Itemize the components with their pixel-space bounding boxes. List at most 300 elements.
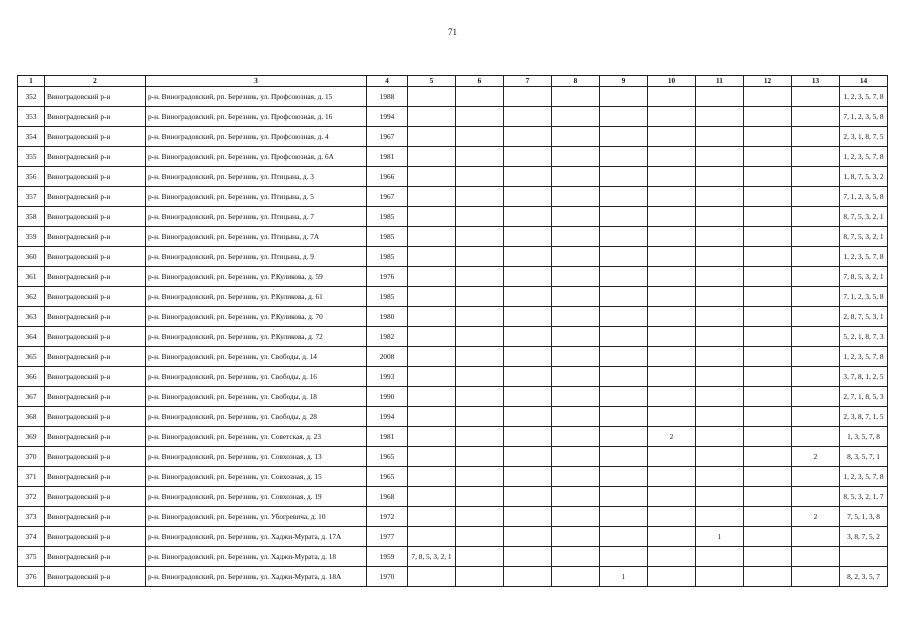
cell-col-11 (696, 547, 744, 567)
cell-col-12 (744, 507, 792, 527)
cell-district: Виноградовский р-н (45, 107, 146, 127)
cell-col-8 (552, 287, 600, 307)
cell-col-11 (696, 307, 744, 327)
cell-col-6 (456, 487, 504, 507)
cell-col-9 (600, 467, 648, 487)
cell-year-built: 1967 (367, 127, 408, 147)
table-row (18, 547, 888, 567)
cell-row-number: 372 (18, 487, 45, 507)
cell-address: р-н. Виноградовский, рп. Березник, ул. Р.Куликова, д. 59 (146, 267, 367, 287)
cell-col-9 (600, 547, 648, 567)
cell-year-built: 1985 (367, 207, 408, 227)
cell-year-built: 1982 (367, 327, 408, 347)
cell-col-13 (792, 87, 840, 107)
cell-col-5 (408, 447, 456, 467)
cell-col-12 (744, 227, 792, 247)
cell-col-12 (744, 87, 792, 107)
cell-col-14: 1, 2, 3, 5, 7, 8 (840, 247, 888, 267)
cell-year-built: 1985 (367, 287, 408, 307)
cell-row-number: 361 (18, 267, 45, 287)
cell-address: р-н. Виноградовский, рп. Березник, ул. Р.Куликова, д. 70 (146, 307, 367, 327)
cell-col-8 (552, 467, 600, 487)
cell-col-10 (648, 147, 696, 167)
table-row (18, 427, 888, 447)
cell-col-5 (408, 567, 456, 587)
table-row (18, 527, 888, 547)
cell-row-number: 353 (18, 107, 45, 127)
cell-col-9 (600, 267, 648, 287)
cell-district: Виноградовский р-н (45, 247, 146, 267)
cell-col-10 (648, 347, 696, 367)
cell-address: р-н. Виноградовский, рп. Березник, ул. Совхозная, д. 15 (146, 467, 367, 487)
cell-row-number: 369 (18, 427, 45, 447)
cell-address: р-н. Виноградовский, рп. Березник, ул. Хаджи-Мурата, д. 18А (146, 567, 367, 587)
cell-col-12 (744, 367, 792, 387)
cell-address: р-н. Виноградовский, рп. Березник, ул. Р.Куликова, д. 72 (146, 327, 367, 347)
cell-col-12 (744, 347, 792, 367)
cell-col-5 (408, 507, 456, 527)
cell-col-11 (696, 407, 744, 427)
cell-district: Виноградовский р-н (45, 427, 146, 447)
cell-col-12 (744, 327, 792, 347)
cell-address: р-н. Виноградовский, рп. Березник, ул. Профсоюзная, д. 6А (146, 147, 367, 167)
table-row (18, 447, 888, 467)
cell-row-number: 358 (18, 207, 45, 227)
cell-col-7 (504, 407, 552, 427)
cell-col-8 (552, 547, 600, 567)
table-body (18, 87, 888, 587)
cell-col-10 (648, 447, 696, 467)
cell-district: Виноградовский р-н (45, 487, 146, 507)
cell-col-12 (744, 427, 792, 447)
cell-col-13 (792, 187, 840, 207)
cell-col-11 (696, 487, 744, 507)
cell-col-8 (552, 147, 600, 167)
cell-year-built: 1977 (367, 527, 408, 547)
cell-year-built: 1970 (367, 567, 408, 587)
cell-col-10 (648, 267, 696, 287)
cell-col-10 (648, 307, 696, 327)
table-row (18, 107, 888, 127)
cell-year-built: 1972 (367, 507, 408, 527)
cell-col-5 (408, 327, 456, 347)
cell-col-13: 2 (792, 507, 840, 527)
cell-col-9 (600, 427, 648, 447)
cell-district: Виноградовский р-н (45, 547, 146, 567)
cell-col-9 (600, 287, 648, 307)
cell-col-10 (648, 107, 696, 127)
cell-district: Виноградовский р-н (45, 367, 146, 387)
cell-col-13 (792, 387, 840, 407)
cell-col-6 (456, 107, 504, 127)
cell-col-5 (408, 307, 456, 327)
column-header: 10 (648, 76, 696, 87)
cell-col-5 (408, 287, 456, 307)
cell-district: Виноградовский р-н (45, 407, 146, 427)
cell-col-5 (408, 247, 456, 267)
cell-row-number: 356 (18, 167, 45, 187)
cell-year-built: 1994 (367, 407, 408, 427)
cell-col-13 (792, 347, 840, 367)
column-header: 2 (45, 76, 146, 87)
cell-col-10 (648, 387, 696, 407)
cell-address: р-н. Виноградовский, рп. Березник, ул. Свободы, д. 16 (146, 367, 367, 387)
cell-year-built: 1993 (367, 367, 408, 387)
cell-col-7 (504, 427, 552, 447)
cell-col-6 (456, 407, 504, 427)
table-row (18, 467, 888, 487)
cell-col-8 (552, 267, 600, 287)
cell-col-7 (504, 387, 552, 407)
cell-col-9 (600, 127, 648, 147)
cell-col-7 (504, 507, 552, 527)
cell-col-10 (648, 327, 696, 347)
cell-col-7 (504, 527, 552, 547)
cell-district: Виноградовский р-н (45, 567, 146, 587)
cell-col-9 (600, 307, 648, 327)
cell-col-6 (456, 307, 504, 327)
cell-col-14: 8, 2, 3, 5, 7 (840, 567, 888, 587)
cell-district: Виноградовский р-н (45, 387, 146, 407)
cell-row-number: 357 (18, 187, 45, 207)
cell-col-5 (408, 167, 456, 187)
cell-col-12 (744, 547, 792, 567)
cell-col-14: 2, 3, 1, 8, 7, 5 (840, 127, 888, 147)
cell-col-5 (408, 207, 456, 227)
cell-col-11 (696, 567, 744, 587)
cell-year-built: 2008 (367, 347, 408, 367)
cell-col-8 (552, 567, 600, 587)
cell-col-7 (504, 267, 552, 287)
cell-col-5 (408, 87, 456, 107)
cell-address: р-н. Виноградовский, рп. Березник, ул. Птицына, д. 3 (146, 167, 367, 187)
cell-col-13 (792, 107, 840, 127)
header-row (18, 76, 888, 87)
column-header: 3 (146, 76, 367, 87)
cell-col-13 (792, 467, 840, 487)
table-row (18, 247, 888, 267)
cell-col-6 (456, 507, 504, 527)
table-row (18, 567, 888, 587)
cell-col-8 (552, 227, 600, 247)
cell-district: Виноградовский р-н (45, 87, 146, 107)
cell-col-8 (552, 367, 600, 387)
cell-col-12 (744, 147, 792, 167)
cell-col-13 (792, 427, 840, 447)
cell-row-number: 374 (18, 527, 45, 547)
cell-col-6 (456, 187, 504, 207)
cell-col-11 (696, 247, 744, 267)
cell-address: р-н. Виноградовский, рп. Березник, ул. Свободы, д. 14 (146, 347, 367, 367)
column-header: 7 (504, 76, 552, 87)
cell-col-11 (696, 367, 744, 387)
cell-col-11 (696, 327, 744, 347)
cell-col-9 (600, 327, 648, 347)
cell-col-6 (456, 567, 504, 587)
cell-row-number: 370 (18, 447, 45, 467)
cell-col-13: 2 (792, 447, 840, 467)
cell-col-12 (744, 467, 792, 487)
cell-row-number: 364 (18, 327, 45, 347)
cell-col-12 (744, 267, 792, 287)
cell-col-10 (648, 487, 696, 507)
cell-col-14: 1, 3, 5, 7, 8 (840, 427, 888, 447)
cell-col-13 (792, 407, 840, 427)
cell-col-12 (744, 167, 792, 187)
cell-col-7 (504, 127, 552, 147)
table-row (18, 327, 888, 347)
table-row (18, 487, 888, 507)
housing-register-table (17, 75, 888, 587)
cell-year-built: 1981 (367, 147, 408, 167)
cell-col-13 (792, 147, 840, 167)
cell-address: р-н. Виноградовский, рп. Березник, ул. Профсоюзная, д. 4 (146, 127, 367, 147)
cell-col-14: 3, 7, 8, 1, 2, 5 (840, 367, 888, 387)
cell-address: р-н. Виноградовский, рп. Березник, ул. Свободы, д. 28 (146, 407, 367, 427)
cell-col-11 (696, 427, 744, 447)
cell-district: Виноградовский р-н (45, 287, 146, 307)
cell-col-14: 1, 2, 3, 5, 7, 8 (840, 347, 888, 367)
table-row (18, 267, 888, 287)
column-header: 8 (552, 76, 600, 87)
cell-col-14: 2, 3, 8, 7, 1, 5 (840, 407, 888, 427)
cell-col-13 (792, 487, 840, 507)
cell-col-8 (552, 127, 600, 147)
cell-col-5 (408, 127, 456, 147)
cell-col-13 (792, 227, 840, 247)
cell-col-14: 8, 7, 5, 3, 2, 1 (840, 227, 888, 247)
cell-col-11 (696, 167, 744, 187)
cell-col-6 (456, 467, 504, 487)
cell-row-number: 354 (18, 127, 45, 147)
cell-row-number: 362 (18, 287, 45, 307)
cell-col-10 (648, 247, 696, 267)
cell-row-number: 373 (18, 507, 45, 527)
cell-year-built: 1994 (367, 107, 408, 127)
cell-col-7 (504, 207, 552, 227)
cell-district: Виноградовский р-н (45, 267, 146, 287)
cell-col-10 (648, 127, 696, 147)
cell-col-10 (648, 507, 696, 527)
cell-col-8 (552, 87, 600, 107)
cell-col-5: 7, 8, 5, 3, 2, 1 (408, 547, 456, 567)
cell-address: р-н. Виноградовский, рп. Березник, ул. Хаджи-Мурата, д. 17А (146, 527, 367, 547)
cell-col-13 (792, 367, 840, 387)
cell-col-14 (840, 547, 888, 567)
cell-col-8 (552, 327, 600, 347)
cell-district: Виноградовский р-н (45, 347, 146, 367)
cell-col-8 (552, 107, 600, 127)
cell-col-6 (456, 87, 504, 107)
table-row (18, 387, 888, 407)
cell-col-6 (456, 347, 504, 367)
cell-row-number: 368 (18, 407, 45, 427)
cell-col-13 (792, 547, 840, 567)
column-header: 14 (840, 76, 888, 87)
cell-district: Виноградовский р-н (45, 527, 146, 547)
cell-col-14: 8, 7, 5, 3, 2, 1 (840, 207, 888, 227)
column-header: 9 (600, 76, 648, 87)
cell-col-10 (648, 367, 696, 387)
cell-col-9 (600, 447, 648, 467)
cell-col-9 (600, 147, 648, 167)
cell-col-14: 8, 3, 5, 7, 1 (840, 447, 888, 467)
cell-col-8 (552, 427, 600, 447)
cell-col-10: 2 (648, 427, 696, 447)
column-header: 1 (18, 76, 45, 87)
cell-col-9 (600, 107, 648, 127)
cell-col-13 (792, 567, 840, 587)
cell-col-14: 1, 2, 3, 5, 7, 8 (840, 147, 888, 167)
cell-col-12 (744, 407, 792, 427)
cell-col-9 (600, 167, 648, 187)
table-row (18, 347, 888, 367)
table-row (18, 187, 888, 207)
cell-address: р-н. Виноградовский, рп. Березник, ул. Совхозная, д. 19 (146, 487, 367, 507)
cell-col-9 (600, 207, 648, 227)
cell-address: р-н. Виноградовский, рп. Березник, ул. Птицына, д. 5 (146, 187, 367, 207)
cell-address: р-н. Виноградовский, рп. Березник, ул. Совхозная, д. 13 (146, 447, 367, 467)
cell-year-built: 1981 (367, 427, 408, 447)
cell-col-10 (648, 187, 696, 207)
cell-col-11 (696, 447, 744, 467)
page-number: 71 (448, 27, 457, 37)
cell-col-11 (696, 147, 744, 167)
cell-district: Виноградовский р-н (45, 507, 146, 527)
cell-col-10 (648, 87, 696, 107)
cell-year-built: 1976 (367, 267, 408, 287)
cell-col-7 (504, 347, 552, 367)
cell-col-6 (456, 267, 504, 287)
cell-col-13 (792, 247, 840, 267)
cell-row-number: 367 (18, 387, 45, 407)
cell-col-7 (504, 187, 552, 207)
cell-year-built: 1965 (367, 447, 408, 467)
cell-col-10 (648, 527, 696, 547)
cell-year-built: 1985 (367, 247, 408, 267)
cell-col-11 (696, 467, 744, 487)
cell-address: р-н. Виноградовский, рп. Березник, ул. Птицына, д. 9 (146, 247, 367, 267)
table-row (18, 227, 888, 247)
cell-address: р-н. Виноградовский, рп. Березник, ул. Свободы, д. 18 (146, 387, 367, 407)
cell-col-8 (552, 207, 600, 227)
cell-col-6 (456, 147, 504, 167)
cell-col-13 (792, 527, 840, 547)
cell-col-7 (504, 87, 552, 107)
cell-year-built: 1966 (367, 167, 408, 187)
cell-col-7 (504, 487, 552, 507)
cell-col-14: 7, 5, 1, 3, 8 (840, 507, 888, 527)
cell-address: р-н. Виноградовский, рп. Березник, ул. Р.Куликова, д. 61 (146, 287, 367, 307)
cell-col-12 (744, 207, 792, 227)
cell-col-5 (408, 267, 456, 287)
cell-col-7 (504, 447, 552, 467)
cell-address: р-н. Виноградовский, рп. Березник, ул. Профсоюзная, д. 15 (146, 87, 367, 107)
cell-col-14: 5, 2, 1, 8, 7, 3 (840, 327, 888, 347)
cell-col-14: 7, 1, 2, 3, 5, 8 (840, 107, 888, 127)
cell-col-13 (792, 287, 840, 307)
cell-col-14: 7, 1, 2, 3, 5, 8 (840, 187, 888, 207)
cell-year-built: 1965 (367, 467, 408, 487)
cell-col-13 (792, 327, 840, 347)
cell-col-10 (648, 207, 696, 227)
cell-col-5 (408, 487, 456, 507)
cell-col-7 (504, 167, 552, 187)
cell-col-10 (648, 167, 696, 187)
cell-col-9 (600, 347, 648, 367)
cell-col-8 (552, 487, 600, 507)
cell-col-5 (408, 107, 456, 127)
cell-col-14: 8, 5, 3, 2, 1, 7 (840, 487, 888, 507)
cell-col-12 (744, 387, 792, 407)
cell-district: Виноградовский р-н (45, 227, 146, 247)
cell-col-7 (504, 307, 552, 327)
cell-row-number: 376 (18, 567, 45, 587)
cell-col-5 (408, 187, 456, 207)
cell-col-11 (696, 127, 744, 147)
cell-col-11 (696, 187, 744, 207)
table-row (18, 127, 888, 147)
table-row (18, 507, 888, 527)
cell-col-12 (744, 107, 792, 127)
cell-row-number: 366 (18, 367, 45, 387)
cell-address: р-н. Виноградовский, рп. Березник, ул. Птицына, д. 7 (146, 207, 367, 227)
cell-col-5 (408, 367, 456, 387)
cell-col-12 (744, 287, 792, 307)
cell-col-9 (600, 227, 648, 247)
cell-col-8 (552, 407, 600, 427)
cell-col-8 (552, 387, 600, 407)
cell-col-10 (648, 227, 696, 247)
cell-col-14: 1, 8, 7, 5, 3, 2 (840, 167, 888, 187)
cell-col-14: 1, 2, 3, 5, 7, 8 (840, 467, 888, 487)
cell-col-9 (600, 387, 648, 407)
cell-col-8 (552, 247, 600, 267)
cell-district: Виноградовский р-н (45, 307, 146, 327)
cell-year-built: 1959 (367, 547, 408, 567)
cell-col-13 (792, 267, 840, 287)
cell-row-number: 355 (18, 147, 45, 167)
cell-col-11 (696, 87, 744, 107)
column-header: 6 (456, 76, 504, 87)
cell-year-built: 1967 (367, 187, 408, 207)
cell-col-11 (696, 267, 744, 287)
cell-col-11: 1 (696, 527, 744, 547)
table-row (18, 407, 888, 427)
column-header: 5 (408, 76, 456, 87)
table-row (18, 147, 888, 167)
cell-col-13 (792, 127, 840, 147)
cell-col-12 (744, 247, 792, 267)
cell-col-11 (696, 387, 744, 407)
table-row (18, 367, 888, 387)
cell-address: р-н. Виноградовский, рп. Березник, ул. Советская, д. 23 (146, 427, 367, 447)
cell-year-built: 1988 (367, 87, 408, 107)
table-row (18, 207, 888, 227)
cell-col-10 (648, 567, 696, 587)
cell-col-9 (600, 407, 648, 427)
cell-col-12 (744, 567, 792, 587)
cell-col-11 (696, 287, 744, 307)
table-row (18, 87, 888, 107)
cell-address: р-н. Виноградовский, рп. Березник, ул. Хаджи-Мурата, д. 18 (146, 547, 367, 567)
cell-col-10 (648, 407, 696, 427)
cell-col-7 (504, 567, 552, 587)
cell-address: р-н. Виноградовский, рп. Березник, ул. Птицына, д. 7А (146, 227, 367, 247)
cell-row-number: 352 (18, 87, 45, 107)
cell-col-13 (792, 167, 840, 187)
cell-col-5 (408, 347, 456, 367)
